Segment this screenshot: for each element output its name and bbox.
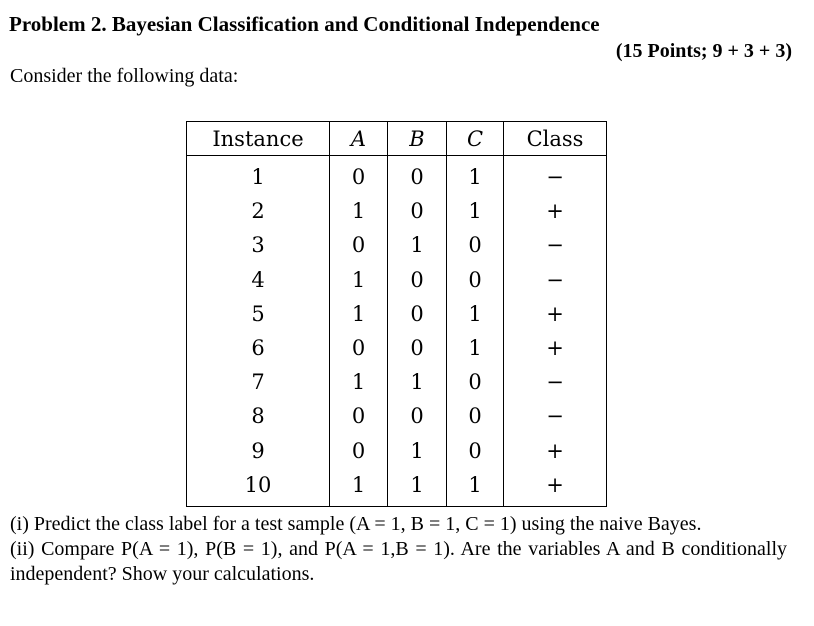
cell-c: 1 — [447, 194, 504, 228]
cell-instance: 5 — [187, 297, 330, 331]
questions-block — [10, 512, 787, 587]
question-2: (ii) Compare P(A = 1), P(B = 1), and P(A = 1,B = 1). Are the variables A and B conditionally independent? Show your calculations. — [10, 538, 787, 585]
cell-a: 1 — [330, 365, 388, 399]
cell-class: − — [504, 365, 607, 399]
table-row — [187, 263, 607, 297]
cell-instance: 2 — [187, 194, 330, 228]
cell-b: 1 — [388, 365, 447, 399]
cell-instance: 10 — [187, 468, 330, 507]
problem-points: (15 Points; 9 + 3 + 3) — [615, 40, 792, 62]
table-row — [187, 228, 607, 262]
cell-class: + — [504, 434, 607, 468]
cell-c: 0 — [447, 263, 504, 297]
cell-instance: 7 — [187, 365, 330, 399]
cell-a: 0 — [330, 434, 388, 468]
cell-class: − — [504, 156, 607, 195]
cell-instance: 9 — [187, 434, 330, 468]
cell-b: 1 — [388, 468, 447, 507]
cell-instance: 3 — [187, 228, 330, 262]
cell-class: + — [504, 194, 607, 228]
intro-text: Consider the following data: — [10, 65, 239, 87]
cell-b: 0 — [388, 263, 447, 297]
cell-class: + — [504, 297, 607, 331]
cell-c: 1 — [447, 156, 504, 195]
cell-b: 0 — [388, 399, 447, 433]
cell-a: 1 — [330, 263, 388, 297]
table-row — [187, 331, 607, 365]
header-instance: Instance — [187, 122, 330, 156]
cell-c: 0 — [447, 434, 504, 468]
table-row — [187, 434, 607, 468]
cell-a: 1 — [330, 468, 388, 507]
cell-instance: 1 — [187, 156, 330, 195]
cell-c: 0 — [447, 399, 504, 433]
cell-b: 1 — [388, 434, 447, 468]
cell-a: 0 — [330, 156, 388, 195]
cell-instance: 8 — [187, 399, 330, 433]
table-row — [187, 468, 607, 507]
cell-b: 0 — [388, 297, 447, 331]
cell-c: 0 — [447, 365, 504, 399]
header-b: B — [388, 122, 447, 156]
cell-instance: 4 — [187, 263, 330, 297]
cell-b: 0 — [388, 156, 447, 195]
cell-class: + — [504, 331, 607, 365]
cell-c: 1 — [447, 331, 504, 365]
header-class: Class — [504, 122, 607, 156]
table-row — [187, 297, 607, 331]
table-row — [187, 365, 607, 399]
cell-c: 1 — [447, 297, 504, 331]
cell-class: + — [504, 468, 607, 507]
cell-c: 1 — [447, 468, 504, 507]
cell-a: 0 — [330, 331, 388, 365]
cell-a: 1 — [330, 194, 388, 228]
cell-class: − — [504, 228, 607, 262]
cell-class: − — [504, 263, 607, 297]
cell-instance: 6 — [187, 331, 330, 365]
cell-a: 0 — [330, 228, 388, 262]
table-row — [187, 194, 607, 228]
header-c: C — [447, 122, 504, 156]
cell-a: 0 — [330, 399, 388, 433]
cell-c: 0 — [447, 228, 504, 262]
cell-b: 1 — [388, 228, 447, 262]
cell-b: 0 — [388, 331, 447, 365]
table-row — [187, 156, 607, 195]
data-table — [186, 121, 607, 507]
table-row — [187, 399, 607, 433]
problem-title: Problem 2. Bayesian Classification and Conditional Independence — [9, 12, 600, 36]
table-header-row — [187, 122, 607, 156]
cell-a: 1 — [330, 297, 388, 331]
cell-b: 0 — [388, 194, 447, 228]
question-1: (i) Predict the class label for a test sample (A = 1, B = 1, C = 1) using the naive Bayes. — [10, 513, 702, 535]
cell-class: − — [504, 399, 607, 433]
header-a: A — [330, 122, 388, 156]
